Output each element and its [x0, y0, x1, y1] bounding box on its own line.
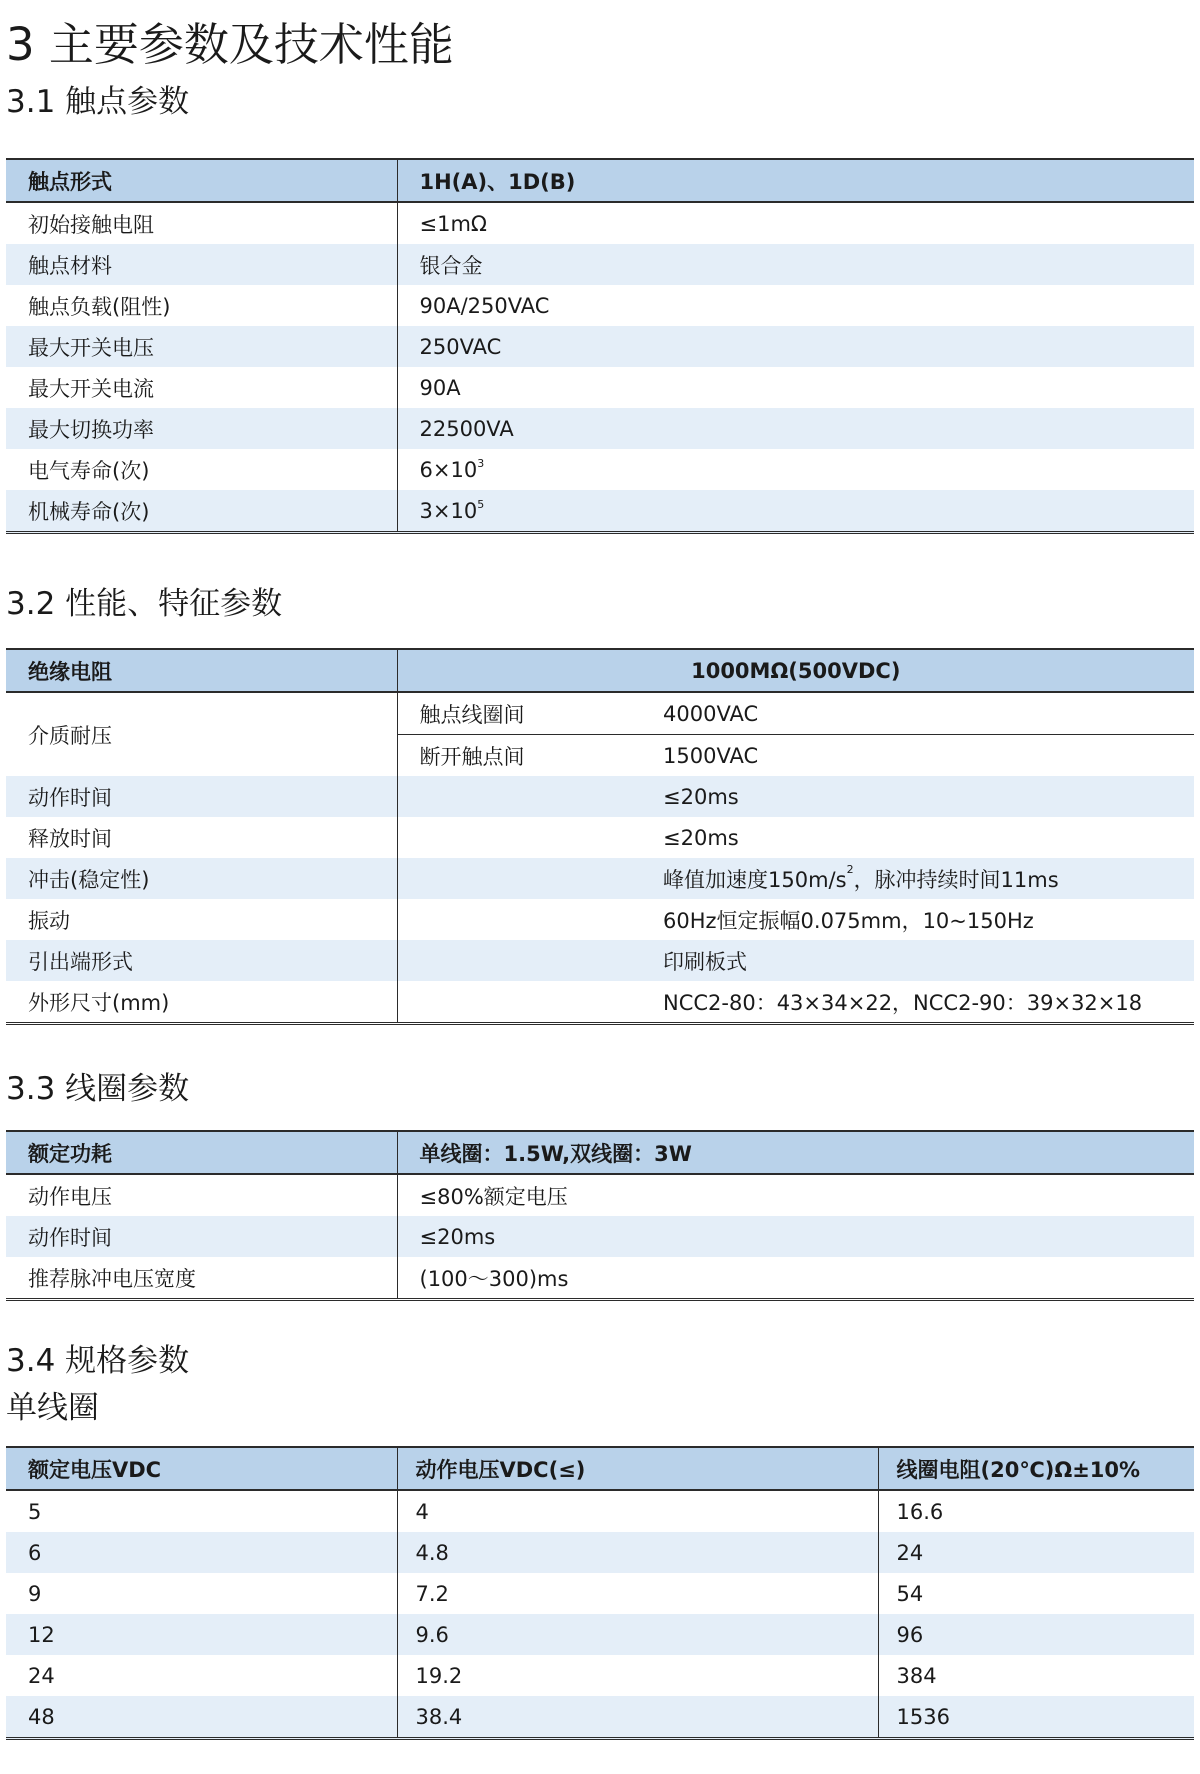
table-cell: 9 [28, 1581, 42, 1606]
table-row [6, 449, 1194, 490]
exponent: 5 [477, 497, 485, 511]
row-value: 250VAC [397, 326, 1194, 367]
table-row [6, 692, 1194, 735]
table-row [6, 981, 1194, 1024]
table-row [6, 285, 1194, 326]
header-cell: 线圈电阻(20℃)Ω±10% [878, 1447, 1194, 1490]
table-row [6, 367, 1194, 408]
table-cell: 4.8 [397, 1532, 878, 1573]
value-text: 3×10 [419, 498, 478, 523]
table-row [6, 1696, 1194, 1739]
header-cell: 单线圈：1.5W,双线圈：3W [397, 1131, 1194, 1174]
row-value: ≤20ms [663, 825, 739, 850]
section-3-1-heading: 3.1 触点参数 [6, 84, 190, 120]
row-label: 释放时间 [28, 826, 112, 851]
row-value: 印刷板式 [663, 949, 747, 974]
table-row [6, 1655, 1194, 1696]
table-cell: 24 [28, 1663, 55, 1688]
row-label: 最大切换功率 [28, 417, 154, 442]
contact-params-table [6, 158, 1194, 534]
row-label: 初始接触电阻 [28, 212, 154, 237]
row-label: 机械寿命(次) [28, 499, 150, 524]
table-cell: 9.6 [397, 1614, 878, 1655]
table-row [6, 1257, 1194, 1300]
table-row [6, 940, 1194, 981]
table-row [6, 408, 1194, 449]
table-row [6, 326, 1194, 367]
section-3-4-subheading: 单线圈 [6, 1390, 99, 1426]
exponent: 3 [477, 456, 485, 470]
header-cell: 1000MΩ(500VDC) [397, 649, 1194, 692]
row-label: 外形尺寸(mm) [28, 990, 170, 1015]
table-cell: 16.6 [878, 1490, 1194, 1532]
table-row [6, 1573, 1194, 1614]
table-row [6, 817, 1194, 858]
row-label: 触点材料 [28, 253, 112, 278]
row-value: 1500VAC [663, 743, 759, 768]
table-header-row [6, 649, 1194, 692]
row-label: 介质耐压 [28, 723, 112, 748]
row-label: 最大开关电压 [28, 335, 154, 360]
row-value: 4000VAC [663, 692, 1194, 735]
row-value [663, 858, 1194, 899]
table-cell: 6 [28, 1540, 42, 1565]
spec-table-single-coil [6, 1446, 1194, 1740]
table-row [6, 1614, 1194, 1655]
table-row [6, 1174, 1194, 1216]
header-cell: 绝缘电阻 [6, 649, 397, 692]
table-row [6, 1216, 1194, 1257]
performance-params-table [6, 648, 1194, 1025]
table-header-row [6, 159, 1194, 202]
table-cell: 5 [28, 1499, 42, 1524]
header-cell: 额定电压VDC [6, 1447, 397, 1490]
header-cell: 额定功耗 [6, 1131, 397, 1174]
value-text: 峰值加速度150m/s [663, 867, 847, 892]
row-value: ≤20ms [397, 1216, 1194, 1257]
table-cell: 7.2 [397, 1573, 878, 1614]
row-value: ≤20ms [663, 784, 739, 809]
table-row [6, 1532, 1194, 1573]
table-cell: 4 [397, 1490, 878, 1532]
table-cell: 24 [878, 1532, 1194, 1573]
table-row [6, 899, 1194, 940]
row-value: 90A [397, 367, 1194, 408]
table-row [6, 244, 1194, 285]
row-value: ≤80%额定电压 [397, 1174, 1194, 1216]
table-cell: 384 [878, 1655, 1194, 1696]
table-row [6, 1490, 1194, 1532]
row-value: 90A/250VAC [397, 285, 1194, 326]
table-header-row [6, 1131, 1194, 1174]
row-value [397, 449, 1194, 490]
row-value: (100～300)ms [397, 1257, 1194, 1300]
row-label: 动作时间 [28, 1225, 112, 1250]
row-value: NCC2-80：43×34×22，NCC2-90：39×32×18 [663, 990, 1143, 1015]
value-text: 6×10 [419, 457, 478, 482]
row-value [397, 490, 1194, 533]
section-3-4-heading: 3.4 规格参数 [6, 1343, 190, 1379]
sub-label: 断开触点间 [397, 735, 663, 777]
row-label: 动作时间 [28, 785, 112, 810]
row-label: 冲击(稳定性) [28, 867, 150, 892]
sub-label: 触点线圈间 [397, 692, 663, 735]
table-cell: 96 [878, 1614, 1194, 1655]
table-cell: 19.2 [397, 1655, 878, 1696]
section-3-3-heading: 3.3 线圈参数 [6, 1071, 190, 1107]
table-cell: 1536 [878, 1696, 1194, 1739]
row-label: 推荐脉冲电压宽度 [28, 1266, 196, 1291]
table-row [6, 776, 1194, 817]
table-cell: 48 [28, 1704, 55, 1729]
value-text: ，脉冲持续时间11ms [853, 867, 1059, 892]
row-label: 振动 [28, 908, 70, 933]
coil-params-table [6, 1130, 1194, 1301]
row-value: 60Hz恒定振幅0.075mm，10~150Hz [663, 908, 1034, 933]
exponent: 2 [846, 862, 854, 876]
row-value: ≤1mΩ [397, 202, 1194, 244]
row-label: 动作电压 [28, 1184, 112, 1209]
table-row [6, 858, 1194, 899]
row-value: 22500VA [397, 408, 1194, 449]
page-title: 3 主要参数及技术性能 [6, 18, 454, 71]
row-label: 引出端形式 [28, 949, 133, 974]
table-cell: 38.4 [397, 1696, 878, 1739]
header-cell: 1H(A)、1D(B) [397, 159, 1194, 202]
header-cell: 触点形式 [6, 159, 397, 202]
table-row [6, 202, 1194, 244]
section-3-2-heading: 3.2 性能、特征参数 [6, 586, 283, 622]
table-cell: 54 [878, 1573, 1194, 1614]
header-cell: 动作电压VDC(≤) [397, 1447, 878, 1490]
row-label: 最大开关电流 [28, 376, 154, 401]
table-header-row [6, 1447, 1194, 1490]
table-cell: 12 [28, 1622, 55, 1647]
table-row [6, 490, 1194, 533]
row-label: 触点负载(阻性) [28, 294, 171, 319]
row-value: 银合金 [397, 244, 1194, 285]
row-label: 电气寿命(次) [28, 458, 150, 483]
